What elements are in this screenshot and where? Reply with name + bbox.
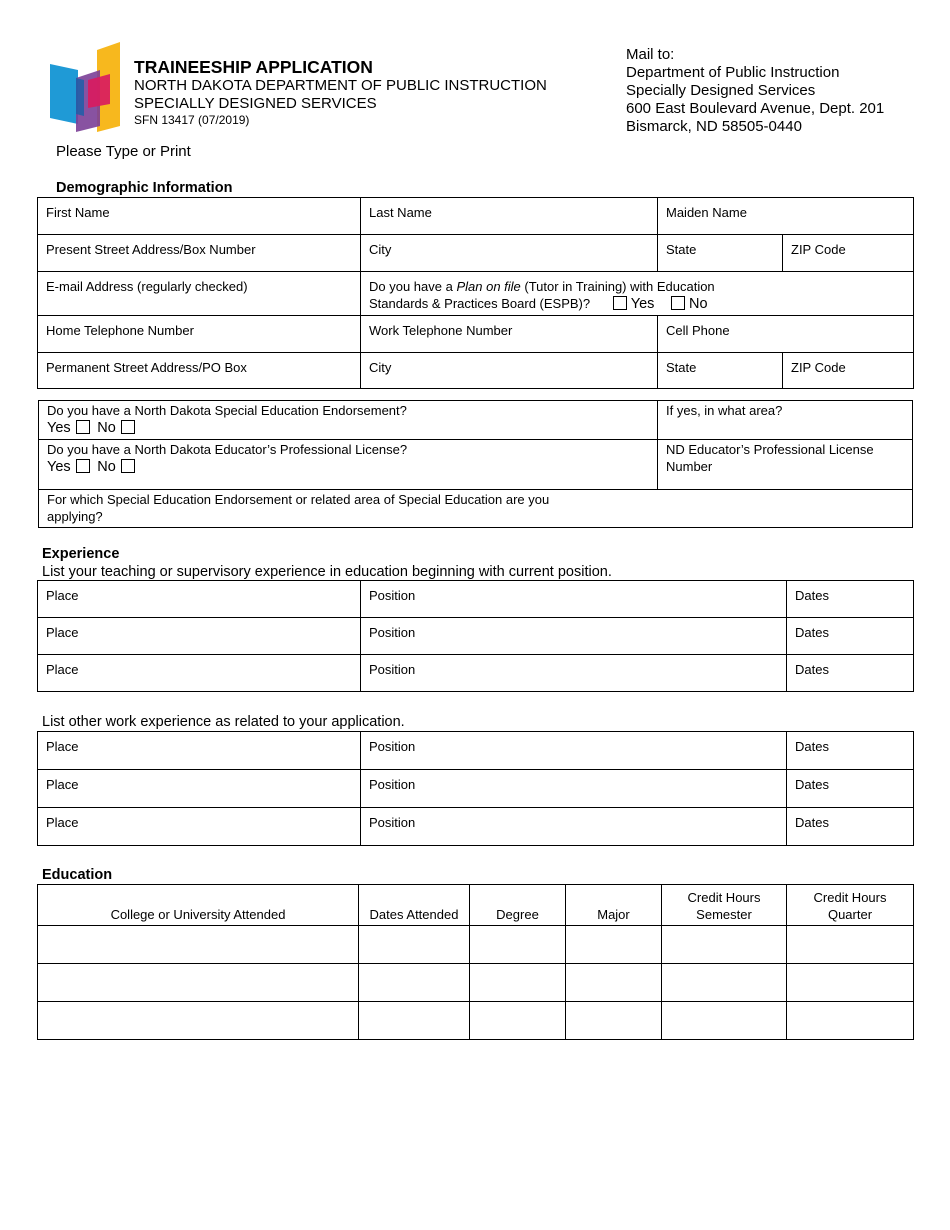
teaching-position-2[interactable]: Position [361,618,787,655]
teaching-dates-1[interactable]: Dates [787,581,914,618]
degree-cell[interactable] [470,1002,566,1040]
education-row [38,1002,914,1040]
permanent-city-field[interactable]: City [361,353,658,389]
espb-no-checkbox[interactable] [671,296,685,310]
semester-hours-cell[interactable] [662,964,787,1002]
present-state-field[interactable]: State [658,235,783,272]
col-college-header: College or University Attended [38,885,359,926]
present-zip-field[interactable]: ZIP Code [783,235,914,272]
dates-cell[interactable] [359,926,470,964]
major-cell[interactable] [566,926,662,964]
other-position-3[interactable]: Position [361,808,787,846]
other-dates-1[interactable]: Dates [787,732,914,770]
first-name-field[interactable]: First Name [38,198,361,235]
education-row [38,926,914,964]
other-position-2[interactable]: Position [361,770,787,808]
permanent-state-field[interactable]: State [658,353,783,389]
mail-line-2: Specially Designed Services [626,82,816,99]
other-experience-instructions: List other work experience as related to your application. [42,714,405,730]
other-experience-table [37,731,914,846]
home-phone-field[interactable]: Home Telephone Number [38,316,361,353]
mail-line-1: Department of Public Instruction [626,64,840,81]
endorsement-yes-checkbox[interactable] [76,420,90,434]
license-no-checkbox[interactable] [121,459,135,473]
major-cell[interactable] [566,1002,662,1040]
education-heading: Education [42,867,113,883]
teaching-place-3[interactable]: Place [38,655,361,692]
dates-cell[interactable] [359,1002,470,1040]
experience-heading: Experience [42,546,120,562]
teaching-position-1[interactable]: Position [361,581,787,618]
print-instructions: Please Type or Print [56,143,191,160]
col-quarter-header: Credit Hours Quarter [787,885,914,926]
license-number-field[interactable]: ND Educator’s Professional License Number [658,440,913,490]
demographic-heading: Demographic Information [56,180,233,196]
form-number: SFN 13417 (07/2019) [134,113,250,127]
major-cell[interactable] [566,964,662,1002]
education-table [37,884,914,1040]
mail-to-label: Mail to: [626,46,675,63]
col-dates-header: Dates Attended [359,885,470,926]
applying-area-field[interactable]: For which Special Education Endorsement or related area of Special Education are you applying? [39,490,913,528]
degree-cell[interactable] [470,926,566,964]
license-yes-checkbox[interactable] [76,459,90,473]
dates-cell[interactable] [359,964,470,1002]
email-field[interactable]: E-mail Address (regularly checked) [38,272,361,316]
teaching-experience-table [37,580,914,692]
other-place-2[interactable]: Place [38,770,361,808]
semester-hours-cell[interactable] [662,1002,787,1040]
endorsement-no-checkbox[interactable] [121,420,135,434]
cell-phone-field[interactable]: Cell Phone [658,316,914,353]
teaching-place-2[interactable]: Place [38,618,361,655]
espb-plan-question: Do you have a Plan on file (Tutor in Training) with Education Standards & Practices Board (ESPB)? Yes No [361,272,914,316]
form-title: TRAINEESHIP APPLICATION [134,57,373,77]
other-dates-2[interactable]: Dates [787,770,914,808]
col-degree-header: Degree [470,885,566,926]
espb-yes-checkbox[interactable] [613,296,627,310]
college-cell[interactable] [38,1002,359,1040]
permanent-zip-field[interactable]: ZIP Code [783,353,914,389]
present-address-field[interactable]: Present Street Address/Box Number [38,235,361,272]
quarter-hours-cell[interactable] [787,1002,914,1040]
experience-instructions: List your teaching or supervisory experience in education beginning with current position. [42,564,612,580]
ndpi-logo [50,42,122,132]
teaching-dates-3[interactable]: Dates [787,655,914,692]
college-cell[interactable] [38,926,359,964]
college-cell[interactable] [38,964,359,1002]
endorsement-table [38,400,913,528]
teaching-dates-2[interactable]: Dates [787,618,914,655]
other-dates-3[interactable]: Dates [787,808,914,846]
last-name-field[interactable]: Last Name [361,198,658,235]
demographic-table [37,197,914,389]
agency-name: NORTH DAKOTA DEPARTMENT OF PUBLIC INSTRUCTION [134,77,547,94]
present-city-field[interactable]: City [361,235,658,272]
endorsement-question: Do you have a North Dakota Special Education Endorsement? Yes No [39,401,658,440]
col-major-header: Major [566,885,662,926]
other-position-1[interactable]: Position [361,732,787,770]
division-name: SPECIALLY DESIGNED SERVICES [134,95,377,112]
maiden-name-field[interactable]: Maiden Name [658,198,914,235]
license-question: Do you have a North Dakota Educator’s Professional License? Yes No [39,440,658,490]
quarter-hours-cell[interactable] [787,964,914,1002]
other-place-3[interactable]: Place [38,808,361,846]
mail-line-3: 600 East Boulevard Avenue, Dept. 201 [626,100,885,117]
semester-hours-cell[interactable] [662,926,787,964]
endorsement-area-field[interactable]: If yes, in what area? [658,401,913,440]
teaching-place-1[interactable]: Place [38,581,361,618]
permanent-address-field[interactable]: Permanent Street Address/PO Box [38,353,361,389]
work-phone-field[interactable]: Work Telephone Number [361,316,658,353]
mail-line-4: Bismarck, ND 58505-0440 [626,118,802,135]
teaching-position-3[interactable]: Position [361,655,787,692]
other-place-1[interactable]: Place [38,732,361,770]
degree-cell[interactable] [470,964,566,1002]
education-row [38,964,914,1002]
col-semester-header: Credit Hours Semester [662,885,787,926]
quarter-hours-cell[interactable] [787,926,914,964]
